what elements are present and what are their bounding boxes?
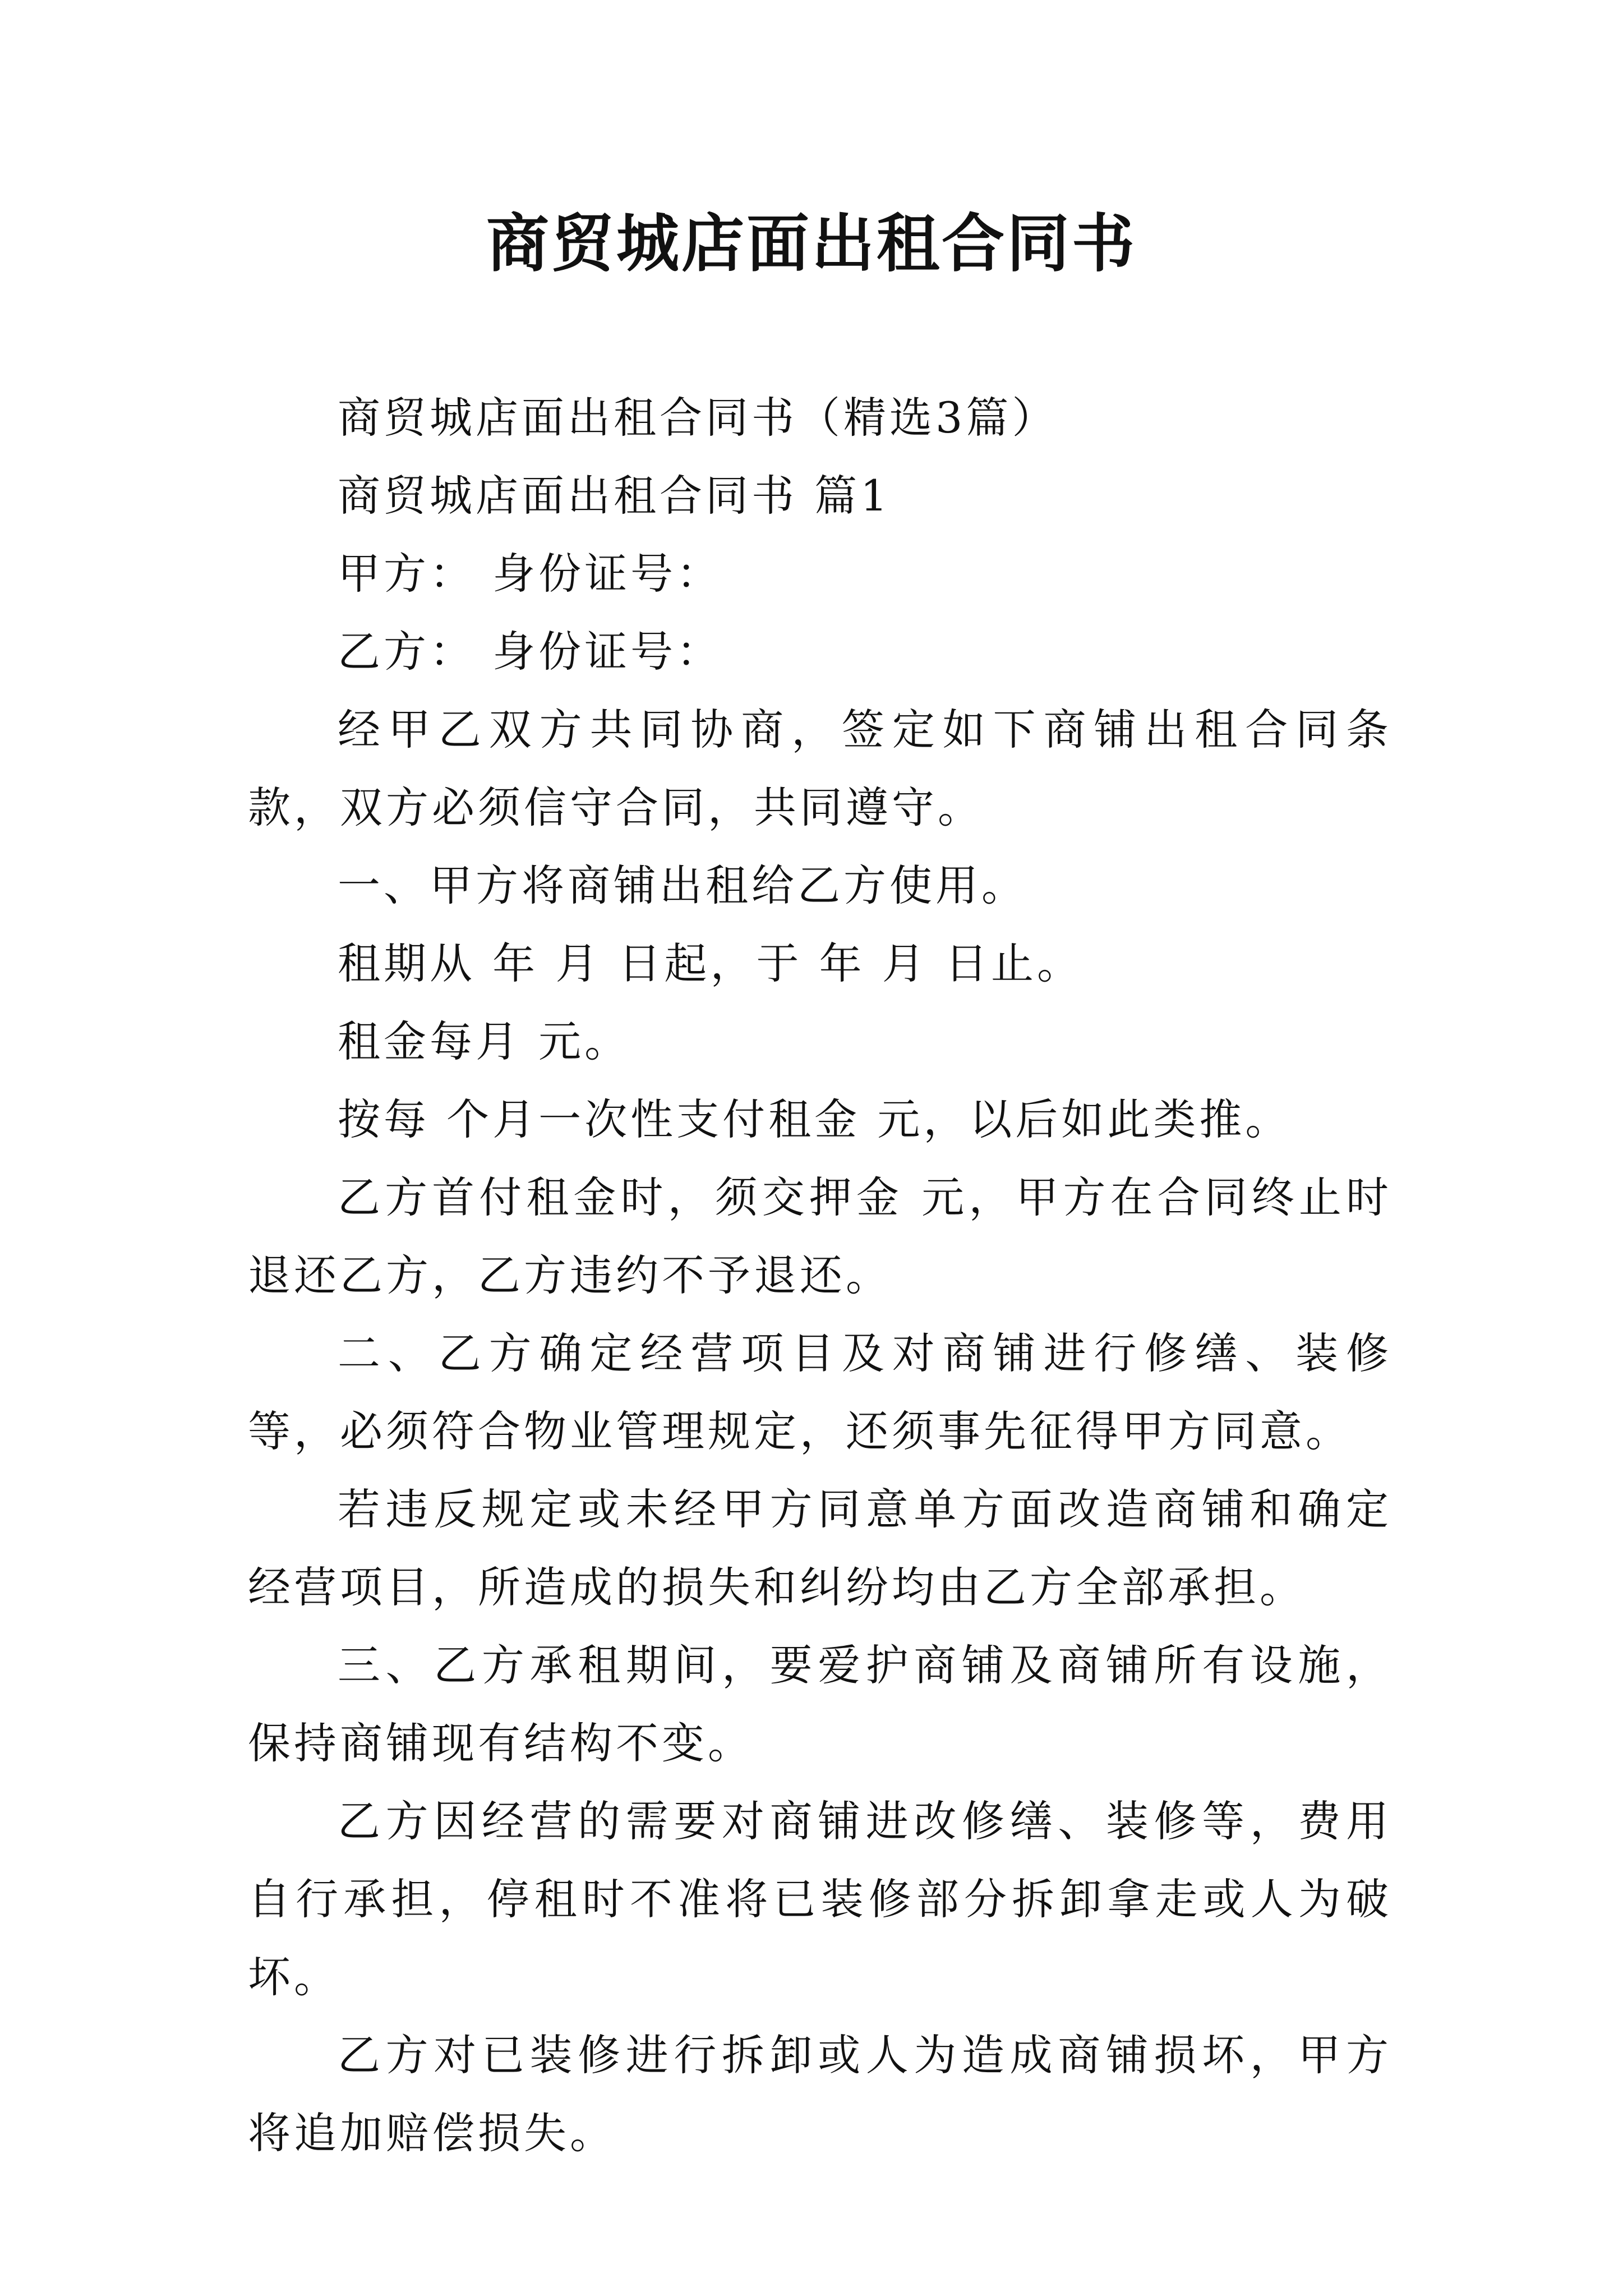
paragraph-clause-3: 三、乙方承租期间，要爱护商铺及商铺所有设施，保持商铺现有结构不变。 — [248, 1640, 1392, 1768]
paragraph-lease-term: 租期从 年 月 日起，于 年 月 日止。 — [338, 938, 1083, 988]
paragraph-renovation-cost: 乙方因经营的需要对商铺进改修缮、装修等，费用自行承担，停租时不准将已装修部分拆卸拿走或人为破坏。 — [248, 1796, 1392, 2002]
paragraph-collection-title: 商贸城店面出租合同书（精选3篇） — [338, 393, 1058, 443]
paragraph-violation: 若违反规定或未经甲方同意单方面改造商铺和确定经营项目，所造成的损失和纠纷均由乙方全部承担。 — [248, 1484, 1392, 1612]
paragraph-monthly-rent: 租金每月 元。 — [338, 1016, 631, 1066]
paragraph-deposit: 乙方首付租金时，须交押金 元，甲方在合同终止时退还乙方，乙方违约不予退还。 — [248, 1172, 1392, 1300]
document-title: 商贸城店面出租合同书 — [486, 208, 1137, 280]
paragraph-clause-1: 一、甲方将商铺出租给乙方使用。 — [338, 861, 1027, 910]
paragraph-section-title: 商贸城店面出租合同书 篇1 — [338, 471, 891, 521]
paragraph-damage-compensation: 乙方对已装修进行拆卸或人为造成商铺损坏，甲方将追加赔偿损失。 — [248, 2030, 1392, 2158]
paragraph-clause-2: 二、乙方确定经营项目及对商铺进行修缮、装修等，必须符合物业管理规定，还须事先征得甲方同意。 — [248, 1328, 1392, 1456]
document-body — [248, 379, 1392, 2172]
paragraph-party-a: 甲方： 身份证号： — [338, 549, 723, 599]
paragraph-payment-schedule: 按每 个月一次性支付租金 元，以后如此类推。 — [338, 1094, 1292, 1144]
paragraph-agreement-intro: 经甲乙双方共同协商，签定如下商铺出租合同条款，双方必须信守合同，共同遵守。 — [248, 705, 1392, 832]
paragraph-party-b: 乙方： 身份证号： — [338, 627, 723, 677]
